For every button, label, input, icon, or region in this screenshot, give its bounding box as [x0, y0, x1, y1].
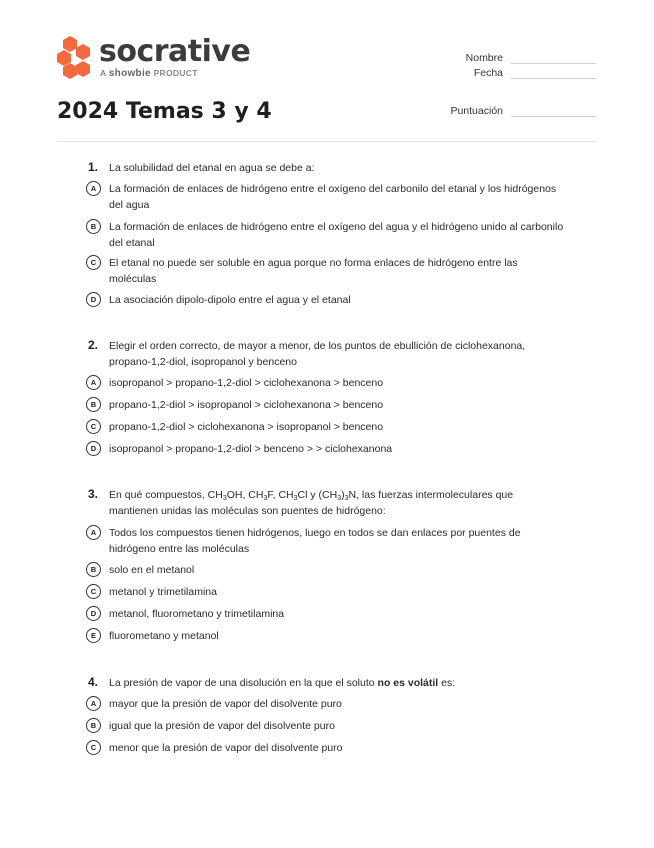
option-letter-circle[interactable]: B: [86, 219, 101, 234]
option-letter-circle[interactable]: C: [86, 255, 101, 270]
option-letter-circle[interactable]: C: [86, 419, 101, 434]
option-text: propano-1,2-diol > ciclohexanona > isopropanol > benceno: [109, 421, 384, 433]
hexagon-cluster-icon: [57, 35, 95, 79]
option-text: fluorometano y metanol: [109, 630, 219, 642]
question-number: 1.: [88, 160, 99, 174]
option-text: La formación de enlaces de hidrógeno entre el oxígeno del agua y el hidrógeno unido al carbonilo del etanal: [109, 221, 564, 249]
option-text: La formación de enlaces de hidrógeno entre el oxígeno del carbonilo del etanal y los hidrógenos del agua: [109, 183, 557, 211]
logo-wordmark: socrative: [99, 34, 251, 69]
option-text: menor que la presión de vapor del disolvente puro: [109, 742, 343, 754]
option-text: propano-1,2-diol > isopropanol > ciclohexanona > benceno: [109, 399, 384, 411]
puntuacion-field[interactable]: [511, 116, 596, 117]
question-number: 2.: [88, 338, 99, 352]
option-text: El etanal no puede ser soluble en agua porque no forma enlaces de hidrógeno entre las moléculas: [109, 257, 518, 285]
option-letter-circle[interactable]: C: [86, 740, 101, 755]
question-number: 3.: [88, 487, 99, 501]
page-title: 2024 Temas 3 y 4: [57, 99, 272, 124]
tagline-suffix: PRODUCT: [153, 68, 198, 78]
option-letter-circle[interactable]: A: [86, 375, 101, 390]
option-letter-circle[interactable]: B: [86, 562, 101, 577]
option-text: igual que la presión de vapor del disolvente puro: [109, 720, 335, 732]
option-letter-circle[interactable]: B: [86, 718, 101, 733]
option-letter-circle[interactable]: E: [86, 628, 101, 643]
question-text: La solubilidad del etanal en agua se debe a:: [109, 162, 315, 174]
option-text: isopropanol > propano-1,2-diol > benceno > > ciclohexanona: [109, 443, 393, 455]
option-text: isopropanol > propano-1,2-diol > ciclohexanona > benceno: [109, 377, 384, 389]
question-text: En qué compuestos, $CH_3OH$, $CH_3F$, $CH_3Cl$ y $(CH_3)_3N$, las fuerzas intermoleculares que mantienen unidas las moléculas son puentes de hidrógeno:: [109, 489, 514, 517]
nombre-field[interactable]: [511, 63, 596, 64]
option-letter-circle[interactable]: A: [86, 525, 101, 540]
option-letter-circle[interactable]: D: [86, 441, 101, 456]
option-letter-circle[interactable]: A: [86, 696, 101, 711]
option-text: mayor que la presión de vapor del disolvente puro: [109, 698, 342, 710]
option-text: metanol y trimetilamina: [109, 586, 217, 598]
question-text: La presión de vapor de una disolución en la que el soluto no es volátil es:: [109, 677, 456, 689]
option-letter-circle[interactable]: D: [86, 292, 101, 307]
socrative-logo: [57, 35, 267, 80]
option-text: Todos los compuestos tienen hidrógenos, luego en todos se dan enlaces por puentes de hidrógeno entre las moléculas: [109, 527, 521, 555]
header-divider: [57, 141, 596, 142]
option-letter-circle[interactable]: B: [86, 397, 101, 412]
worksheet-page: socrative A showbie PRODUCT 2024 Temas 3 y 4 Nombre Fecha Puntuación 1. La solubilidad del etanal en agua se debe a: A La formación de enlaces de hidrógeno entre el oxígeno del carbonilo del etanal y los hidrógenos del agua B La formación de enlaces de hidrógeno entre el oxígeno del agua y el hidrógeno unido al carbonilo del etanal C El etanal no puede ser soluble en agua porque no forma enlaces de hidrógeno entre las moléculas D La asociación dipolo-dipolo entre el agua y el etanal 2. Elegir el orden correcto, de mayor a menor, de los puntos de ebullición de ciclohexanona, propano-1,2-diol, isopropanol y benceno A isopropanol > propano-1,2-diol > ciclohexanona > benceno B propano-1,2-diol > isopropanol > ciclohexanona > benceno C propano-1,2-diol > ciclohexanona > isopropanol > benceno D isopropanol > propano-1,2-diol > benceno > > ciclohexanona 3. En qué compuestos, $CH_3OH$, $CH_3F$, $CH_3Cl$ y $(CH_3)_3N$, las fuerzas intermoleculares que mantienen unidas las moléculas son puentes de hidrógeno: A Todos los compuestos tienen hidrógenos, luego en todos se dan enlaces por puentes de hidrógeno entre las moléculas B solo en el metanol C metanol y trimetilamina D metanol, fluorometano y trimetilamina E fluorometano y metanol 4. La presión de vapor de una disolución en la que el soluto no es volátil es: A mayor que la presión de vapor del disolvente puro B igual que la presión de vapor del disolvente puro C menor que la presión de vapor del disolvente puro: [0, 0, 654, 848]
option-text: metanol, fluorometano y trimetilamina: [109, 608, 285, 620]
question-text: Elegir el orden correcto, de mayor a menor, de los puntos de ebullición de ciclohexanona, propano-1,2-diol, isopropanol y benceno: [109, 340, 526, 368]
option-text: solo en el metanol: [109, 564, 195, 576]
option-text: La asociación dipolo-dipolo entre el agua y el etanal: [109, 294, 351, 306]
tagline-brand: showbie: [108, 68, 151, 79]
logo-tagline: [100, 68, 198, 79]
option-letter-circle[interactable]: A: [86, 181, 101, 196]
tagline-prefix: A: [100, 68, 107, 78]
option-letter-circle[interactable]: C: [86, 584, 101, 599]
option-letter-circle[interactable]: D: [86, 606, 101, 621]
question-number: 4.: [88, 675, 99, 689]
fecha-field[interactable]: [511, 78, 596, 79]
